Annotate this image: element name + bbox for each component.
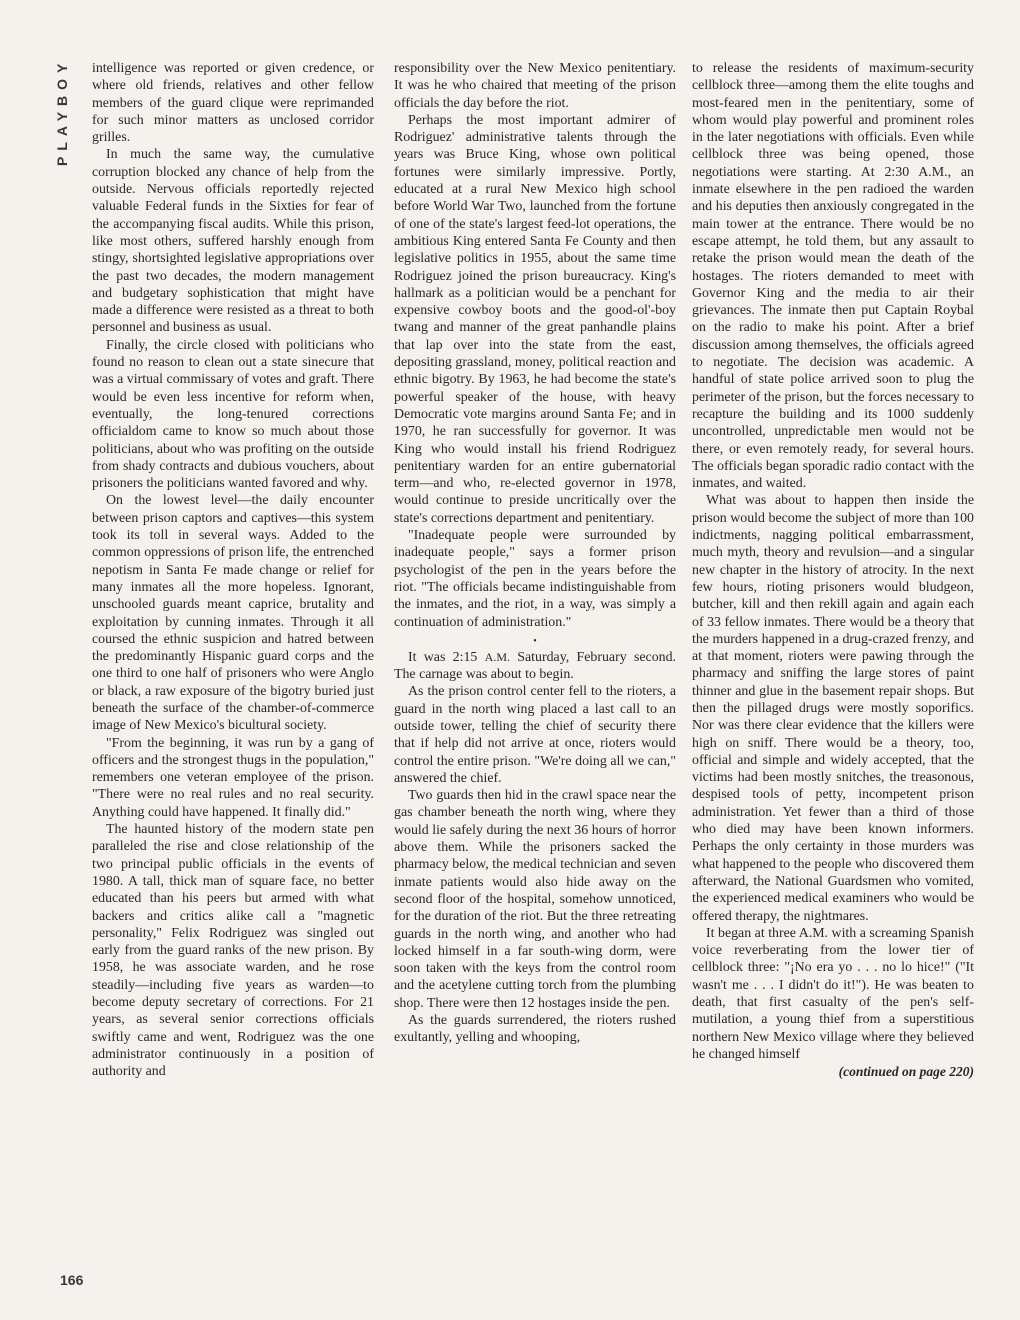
paragraph: On the lowest level—the daily encounter between prison captors and captives—this system took its toll in several ways. Added to the common oppressions of prison life, the entrenched nepotism in Santa Fe made change or relief for many inmates all the more hopeless. Ignorant, unschooled guards meant caprice, brutality and exploitation by cunning inmates. Through it all coursed the ethnic suspicion and hatred between the predominantly Hispanic guard corps and the one third to one half of prisoners who were Anglo or black, a raw exposure of the bigotry buried just beneath the surface of the chamber-of-commerce image of New Mexico's bicultural society.	[92, 493, 374, 734]
paragraph: "Inadequate people were surrounded by inadequate people," says a former prison psychologist of the pen in the years before the riot. "The officials became indistinguishable from the inmates, and the riot, in a way, was simply a continuation of administration."	[394, 528, 676, 630]
paragraph: Finally, the circle closed with politicians who found no reason to clean out a state sinecure that was a virtual commissary of votes and graft. There would be even less incentive for reform when, eventually, the long-tenured corrections officialdom came to know so much about those politicians, about who was profiting on the outside from shady contracts and dubious vouchers, about prisoners the politicians wanted favored and why.	[92, 337, 374, 492]
paragraph: responsibility over the New Mexico penitentiary. It was he who chaired that meeting of the prison officials the day before the riot.	[394, 61, 676, 111]
continued-note: (continued on page 220)	[838, 1064, 974, 1080]
page-number: 166	[60, 1272, 84, 1288]
column-3	[692, 60, 974, 1081]
paragraph: intelligence was reported or given credence, or where old friends, relatives and other fellow members of the guard clique were reprimanded for such minor matters as unclosed corridor grilles.	[92, 61, 374, 146]
column-1	[92, 60, 374, 1081]
magazine-logo: PLAYBOY	[54, 58, 70, 167]
paragraph: What was about to happen then inside the prison would become the subject of more than 100 indictments, nagging political embarrassment, much myth, theory and revulsion—and a singular new chapter in the history of atrocity. In the next few hours, rioting prisoners would bludgeon, butcher, kill and then rekill again and again each of 33 fellow inmates. There would be a theory that the murders happened in a drug-crazed frenzy, and at that moment, rioters were pawing through the pharmacy and sniffing the large stores of paint thinner and glue in the basement repair shops. But then the pillaged drugs were mostly soporifics. Nor was there clear evidence that the killers were high on sniff. There would be a theory, too, official and simple and widely accepted, that the victims had been mostly snitches, the treasonous, despised tools of petty, incompetent prison administration. Yet fewer than a third of those who died may have been known informers. Perhaps the only certainty in those murders was what happened to the people who discovered them afterward, the National Guardsmen who vomited, the experienced medical examiners who would be offered therapy, the nightmares.	[692, 493, 974, 924]
paragraph: to release the residents of maximum-security cellblock three—among them the elite toughs and most-feared men in the penitentiary, some of whom would play powerful and prominent roles in the later negotiations with officials. Even while cellblock three was being opened, those negotiations were starting. At 2:30 A.M., an inmate elsewhere in the pen radioed the warden and his deputies then anxiously congregated in the main tower at the entrance. There would be no escape attempt, he told them, but any assault to retake the prison would mean the death of the hostages. The rioters demanded to meet with Governor King and the media to air their grievances. The inmate then put Captain Roybal on the radio to make his point. After a brief discussion among themselves, the officials agreed to negotiate. The decision was academic. A handful of state police arrived soon to plug the perimeter of the prison, but the forces necessary to recapture the building and its 1000 suddenly uncontrolled, unpredictable men would not be there, or even remotely ready, for several hours. The officials began sporadic radio contact with the inmates, and waited.	[692, 61, 974, 492]
section-break-bullet: •	[533, 635, 537, 647]
paragraph: Two guards then hid in the crawl space near the gas chamber beneath the north wing, where they would lie safely during the next 36 hours of horror above them. While the prisoners sacked the pharmacy below, the medical technician and seven inmate patients would also hide away on the second floor of the hospital, somehow unnoticed, for the duration of the riot. But the three retreating guards in the north wing, and another who had locked himself in a far south-wing dorm, were soon taken with the keys from the control room and the acetylene cutting torch from the plumbing shop. There were then 12 hostages inside the pen.	[394, 788, 676, 1011]
column-2	[394, 60, 676, 1047]
paragraph: It was 2:15 A.M. Saturday, February second. The carnage was about to begin.	[394, 649, 676, 683]
paragraph: It began at three A.M. with a screaming Spanish voice reverberating from the lower tier of cellblock three: "¡No era yo . . . no lo hice!" ("It wasn't me . . . I didn't do it!"). He was beaten to death, that first casualty of the pen's self-mutilation, a young thief from a superstitious northern New Mexico village where they believed he changed himself	[692, 925, 974, 1062]
paragraph: As the guards surrendered, the rioters rushed exultantly, yelling and whooping,	[394, 1013, 676, 1046]
paragraph: As the prison control center fell to the rioters, a guard in the north wing placed a last call to an outside tower, telling the chief of security there that if help did not arrive at once, rioters would control the entire prison. "We're doing all we can," answered the chief.	[394, 684, 676, 786]
paragraph: Perhaps the most important admirer of Rodriguez' administrative talents through the years was Bruce King, whose own political fortunes were similarly impressive. Portly, educated at a rural New Mexico high school before World War Two, launched from the fortune of one of the state's largest feed-lot operations, the ambitious King entered Santa Fe County and then legislative politics in 1955, about the same time Rodriguez joined the prison bureaucracy. King's hallmark as a politician would be a penchant for expensive cowboy boots and the good-ol'-boy twang and manner of the great panhandle plains that lap over into the state from the east, depositing grassland, money, political reaction and ethnic bigotry. By 1963, he had become the state's powerful speaker of the house, with heavy Democratic vote margins around Santa Fe; and in 1970, he ran successfully for governor. It was King who would install his friend Rodriguez penitentiary warden for an entire gubernatorial term—and who, re-elected governor in 1978, would continue to preside uncritically over the state's corrections department and penitentiary.	[394, 112, 676, 526]
paragraph: The haunted history of the modern state pen paralleled the rise and close relationship of the two principal public officials in the events of 1980. A tall, thick man of square face, no better educated than his peers but armed with what backers and critics alike call a "magnetic personality," Felix Rodriguez was singled out early from the guard ranks of the new prison. By 1958, he was associate warden, and he rose steadily—including five years as warden—to become deputy secretary of corrections. For 21 years, as several senior corrections officials swiftly came and went, Rodriguez was the one administrator continuously in a position of authority and	[92, 822, 374, 1080]
paragraph: In much the same way, the cumulative corruption blocked any chance of help from the outside. Nervous officials reportedly rejected valuable Federal funds in the Sixties for fear of the accompanying fiscal audits. While this prison, like most others, suffered harshly enough from stingy, shortsighted legislative appropriations over the past two decades, the modern management and budgetary sophistication that might have made a difference were resisted as a threat to both personnel and business as usual.	[92, 147, 374, 336]
paragraph: "From the beginning, it was run by a gang of officers and the strongest thugs in the population," remembers one veteran employee of the prison. "There were no real rules and no real security. Anything could have happened. It finally did."	[92, 735, 374, 820]
